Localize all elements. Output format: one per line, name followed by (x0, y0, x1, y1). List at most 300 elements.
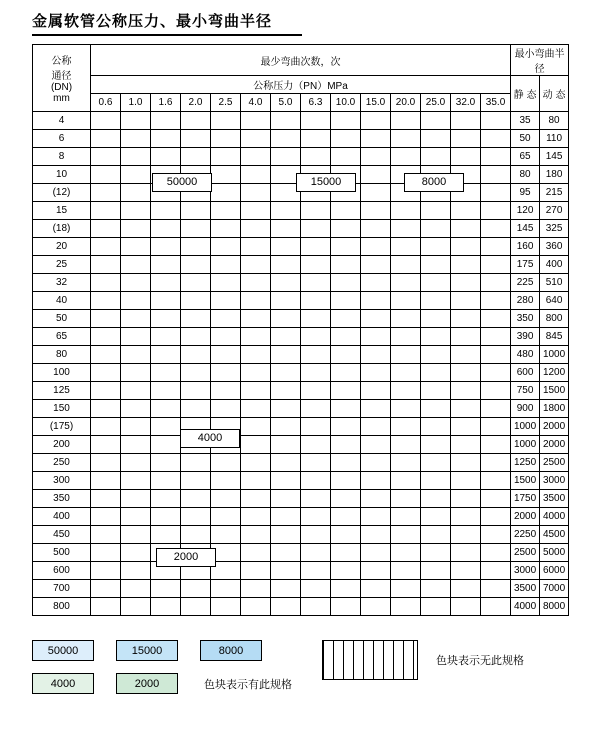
matrix-cell (391, 382, 421, 400)
matrix-cell (391, 580, 421, 598)
dynamic-radius-value: 8000 (540, 598, 569, 616)
matrix-cell (451, 364, 481, 382)
matrix-cell (301, 220, 331, 238)
legend-chip-8000: 8000 (200, 640, 262, 661)
matrix-cell (241, 130, 271, 148)
matrix-cell (121, 220, 151, 238)
matrix-cell (361, 274, 391, 292)
matrix-cell (481, 148, 511, 166)
matrix-cell (301, 292, 331, 310)
matrix-cell (451, 238, 481, 256)
matrix-cell (361, 346, 391, 364)
matrix-cell (151, 400, 181, 418)
matrix-cell (331, 220, 361, 238)
dn-header-line-1: 公称 (51, 56, 72, 67)
matrix-cell (391, 148, 421, 166)
matrix-cell (151, 310, 181, 328)
matrix-cell (481, 382, 511, 400)
matrix-cell (151, 328, 181, 346)
matrix-cell (271, 490, 301, 508)
matrix-cell (121, 328, 151, 346)
matrix-cell (121, 454, 151, 472)
matrix-cell (91, 436, 121, 454)
matrix-cell (481, 454, 511, 472)
matrix-cell (91, 202, 121, 220)
matrix-cell (391, 346, 421, 364)
matrix-cell (361, 166, 391, 184)
dn-header-line-2: 通径 (51, 71, 72, 82)
matrix-cell (151, 148, 181, 166)
table-head (33, 45, 569, 112)
matrix-cell (91, 490, 121, 508)
matrix-cell (421, 490, 451, 508)
matrix-cell (481, 562, 511, 580)
table-row (33, 400, 569, 418)
matrix-cell (121, 436, 151, 454)
pressure-col-header: 0.6 (91, 94, 121, 112)
table-row (33, 220, 569, 238)
matrix-cell (331, 562, 361, 580)
matrix-cell (271, 274, 301, 292)
matrix-cell (91, 292, 121, 310)
matrix-cell (421, 292, 451, 310)
matrix-cell (421, 220, 451, 238)
matrix-cell (91, 112, 121, 130)
matrix-cell (421, 526, 451, 544)
matrix-cell (301, 544, 331, 562)
matrix-cell (271, 292, 301, 310)
matrix-cell (391, 274, 421, 292)
matrix-cell (241, 562, 271, 580)
matrix-cell (361, 364, 391, 382)
matrix-cell (301, 202, 331, 220)
matrix-cell (331, 310, 361, 328)
matrix-cell (481, 328, 511, 346)
matrix-cell (331, 130, 361, 148)
matrix-cell (301, 346, 331, 364)
header-row-2 (33, 76, 569, 94)
matrix-cell (121, 130, 151, 148)
matrix-cell (331, 526, 361, 544)
dn-value: 20 (33, 238, 91, 256)
matrix-cell (211, 292, 241, 310)
matrix-cell (241, 166, 271, 184)
dynamic-radius-value: 1200 (540, 364, 569, 382)
pressure-col-header: 10.0 (331, 94, 361, 112)
matrix-cell (151, 580, 181, 598)
matrix-cell (181, 508, 211, 526)
dynamic-radius-value: 4500 (540, 526, 569, 544)
dynamic-radius-value: 270 (540, 202, 569, 220)
dn-value: 25 (33, 256, 91, 274)
matrix-cell (91, 580, 121, 598)
dynamic-radius-value: 360 (540, 238, 569, 256)
matrix-cell (121, 346, 151, 364)
matrix-cell (361, 454, 391, 472)
matrix-cell (181, 526, 211, 544)
dn-header-line-4: mm (53, 93, 70, 104)
table-row (33, 328, 569, 346)
static-radius-value: 145 (511, 220, 540, 238)
matrix-cell (241, 508, 271, 526)
matrix-cell (121, 166, 151, 184)
matrix-cell (271, 400, 301, 418)
matrix-cell (241, 454, 271, 472)
dynamic-radius-value: 2500 (540, 454, 569, 472)
table-row (33, 490, 569, 508)
matrix-cell (151, 220, 181, 238)
matrix-cell (241, 364, 271, 382)
matrix-cell (91, 256, 121, 274)
matrix-cell (391, 418, 421, 436)
matrix-cell (121, 310, 151, 328)
matrix-cell (241, 202, 271, 220)
matrix-cell (481, 364, 511, 382)
matrix-cell (391, 292, 421, 310)
matrix-cell (121, 562, 151, 580)
matrix-cell (451, 436, 481, 454)
matrix-cell (121, 490, 151, 508)
matrix-cell (181, 112, 211, 130)
matrix-cell (91, 418, 121, 436)
matrix-cell (421, 562, 451, 580)
dynamic-radius-value: 2000 (540, 418, 569, 436)
matrix-cell (181, 346, 211, 364)
static-radius-value: 175 (511, 256, 540, 274)
pressure-col-header: 1.0 (121, 94, 151, 112)
matrix-cell (451, 328, 481, 346)
matrix-cell (241, 292, 271, 310)
matrix-cell (211, 256, 241, 274)
table-row (33, 112, 569, 130)
matrix-cell (451, 292, 481, 310)
dn-value: 4 (33, 112, 91, 130)
static-radius-value: 350 (511, 310, 540, 328)
matrix-cell (451, 256, 481, 274)
matrix-cell (481, 166, 511, 184)
matrix-cell (361, 202, 391, 220)
matrix-cell (151, 364, 181, 382)
static-radius-value: 35 (511, 112, 540, 130)
matrix-value-label: 4000 (180, 429, 240, 448)
legend-chip-2000: 2000 (116, 673, 178, 694)
matrix-cell (271, 454, 301, 472)
matrix-cell (211, 310, 241, 328)
static-radius-value: 50 (511, 130, 540, 148)
dynamic-radius-value: 640 (540, 292, 569, 310)
table-row (33, 580, 569, 598)
dynamic-radius-value: 6000 (540, 562, 569, 580)
static-radius-value: 2500 (511, 544, 540, 562)
matrix-cell (181, 292, 211, 310)
matrix-cell (301, 148, 331, 166)
matrix-cell (151, 454, 181, 472)
matrix-cell (271, 418, 301, 436)
matrix-cell (91, 544, 121, 562)
matrix-cell (121, 364, 151, 382)
matrix-cell (481, 184, 511, 202)
matrix-cell (421, 274, 451, 292)
matrix-cell (211, 274, 241, 292)
matrix-cell (451, 598, 481, 616)
matrix-cell (481, 508, 511, 526)
dynamic-radius-value: 400 (540, 256, 569, 274)
header-row-3 (33, 94, 569, 112)
header-row-1 (33, 45, 569, 76)
matrix-cell (211, 166, 241, 184)
static-radius-value: 2250 (511, 526, 540, 544)
matrix-cell (451, 346, 481, 364)
matrix-cell (391, 454, 421, 472)
matrix-value-label: 50000 (152, 173, 212, 192)
dynamic-radius-value: 110 (540, 130, 569, 148)
matrix-cell (241, 418, 271, 436)
legend-note-color: 色块表示有此规格 (204, 678, 292, 691)
matrix-cell (241, 436, 271, 454)
pressure-col-header: 6.3 (301, 94, 331, 112)
legend (32, 640, 568, 706)
matrix-cell (481, 202, 511, 220)
table-row (33, 544, 569, 562)
table-row (33, 472, 569, 490)
matrix-cell (181, 274, 211, 292)
static-radius-value: 4000 (511, 598, 540, 616)
pressure-col-header: 35.0 (481, 94, 511, 112)
matrix-cell (151, 346, 181, 364)
legend-chip-4000: 4000 (32, 673, 94, 694)
matrix-cell (271, 526, 301, 544)
matrix-cell (331, 436, 361, 454)
matrix-cell (151, 490, 181, 508)
matrix-cell (481, 544, 511, 562)
matrix-cell (121, 292, 151, 310)
static-radius-value: 280 (511, 292, 540, 310)
matrix-cell (391, 526, 421, 544)
matrix-cell (361, 292, 391, 310)
matrix-cell (481, 436, 511, 454)
matrix-cell (421, 238, 451, 256)
table-row (33, 454, 569, 472)
matrix-cell (271, 598, 301, 616)
matrix-cell (151, 112, 181, 130)
matrix-cell (451, 526, 481, 544)
matrix-cell (181, 130, 211, 148)
matrix-cell (481, 472, 511, 490)
matrix-cell (241, 526, 271, 544)
dn-header-line-3: (DN) (50, 82, 73, 93)
matrix-cell (121, 580, 151, 598)
matrix-cell (391, 364, 421, 382)
matrix-cell (331, 598, 361, 616)
spec-table-wrapper (32, 44, 568, 616)
matrix-cell (91, 364, 121, 382)
matrix-cell (121, 112, 151, 130)
table-row (33, 256, 569, 274)
table-row (33, 292, 569, 310)
matrix-cell (181, 238, 211, 256)
page-title: 金属软管公称压力、最小弯曲半径 (32, 12, 273, 30)
matrix-cell (451, 454, 481, 472)
matrix-cell (481, 580, 511, 598)
matrix-cell (331, 112, 361, 130)
matrix-cell (331, 400, 361, 418)
matrix-cell (301, 364, 331, 382)
dynamic-radius-value: 1500 (540, 382, 569, 400)
matrix-cell (121, 508, 151, 526)
matrix-cell (421, 328, 451, 346)
matrix-cell (151, 274, 181, 292)
dn-value: 250 (33, 454, 91, 472)
matrix-cell (271, 436, 301, 454)
pressure-col-header: 1.6 (151, 94, 181, 112)
matrix-cell (211, 184, 241, 202)
static-radius-value: 1000 (511, 436, 540, 454)
matrix-cell (301, 436, 331, 454)
matrix-cell (421, 346, 451, 364)
matrix-cell (211, 580, 241, 598)
matrix-cell (211, 148, 241, 166)
matrix-value-label: 8000 (404, 173, 464, 192)
matrix-cell (391, 238, 421, 256)
matrix-cell (271, 238, 301, 256)
matrix-cell (271, 112, 301, 130)
matrix-cell (211, 490, 241, 508)
matrix-cell (211, 238, 241, 256)
matrix-cell (481, 526, 511, 544)
matrix-cell (181, 148, 211, 166)
matrix-cell (121, 526, 151, 544)
static-radius-value: 390 (511, 328, 540, 346)
matrix-cell (271, 580, 301, 598)
pressure-col-header: 2.0 (181, 94, 211, 112)
matrix-cell (271, 364, 301, 382)
matrix-cell (91, 508, 121, 526)
matrix-cell (301, 454, 331, 472)
matrix-cell (211, 220, 241, 238)
matrix-cell (331, 256, 361, 274)
static-radius-value: 120 (511, 202, 540, 220)
matrix-cell (271, 202, 301, 220)
table-row (33, 418, 569, 436)
matrix-cell (451, 562, 481, 580)
matrix-cell (181, 328, 211, 346)
matrix-cell (421, 112, 451, 130)
table-row (33, 346, 569, 364)
matrix-cell (151, 202, 181, 220)
matrix-cell (151, 130, 181, 148)
matrix-cell (391, 328, 421, 346)
matrix-cell (241, 148, 271, 166)
static-radius-value: 600 (511, 364, 540, 382)
matrix-cell (91, 346, 121, 364)
matrix-cell (121, 238, 151, 256)
dynamic-radius-value: 80 (540, 112, 569, 130)
table-row (33, 148, 569, 166)
matrix-cell (271, 562, 301, 580)
matrix-cell (331, 454, 361, 472)
matrix-cell (271, 472, 301, 490)
matrix-cell (421, 580, 451, 598)
matrix-cell (121, 274, 151, 292)
static-radius-value: 480 (511, 346, 540, 364)
dn-value: 15 (33, 202, 91, 220)
dynamic-radius-value: 3500 (540, 490, 569, 508)
dynamic-radius-value: 4000 (540, 508, 569, 526)
matrix-cell (121, 202, 151, 220)
matrix-cell (361, 130, 391, 148)
dn-value: 80 (33, 346, 91, 364)
dn-value: 32 (33, 274, 91, 292)
matrix-cell (91, 274, 121, 292)
matrix-cell (451, 382, 481, 400)
dn-value: 50 (33, 310, 91, 328)
matrix-cell (481, 112, 511, 130)
table-row (33, 598, 569, 616)
matrix-cell (181, 580, 211, 598)
matrix-cell (121, 256, 151, 274)
matrix-cell (331, 202, 361, 220)
dn-value: 8 (33, 148, 91, 166)
dynamic-radius-value: 325 (540, 220, 569, 238)
matrix-cell (391, 112, 421, 130)
pressure-col-header: 20.0 (391, 94, 421, 112)
pressure-col-header: 2.5 (211, 94, 241, 112)
dn-value: 6 (33, 130, 91, 148)
static-radius-value: 2000 (511, 508, 540, 526)
matrix-cell (211, 454, 241, 472)
legend-note-hatch: 色块表示无此规格 (436, 655, 524, 667)
table-row (33, 274, 569, 292)
matrix-cell (211, 202, 241, 220)
matrix-cell (271, 256, 301, 274)
matrix-cell (151, 418, 181, 436)
matrix-cell (301, 310, 331, 328)
legend-chip-50000: 50000 (32, 640, 94, 661)
matrix-cell (391, 310, 421, 328)
matrix-cell (301, 274, 331, 292)
matrix-cell (421, 544, 451, 562)
matrix-cell (271, 382, 301, 400)
dn-value: (18) (33, 220, 91, 238)
matrix-cell (361, 544, 391, 562)
matrix-cell (451, 490, 481, 508)
dn-value: 10 (33, 166, 91, 184)
matrix-cell (121, 598, 151, 616)
matrix-cell (391, 202, 421, 220)
matrix-cell (301, 580, 331, 598)
static-radius-value: 160 (511, 238, 540, 256)
matrix-cell (361, 472, 391, 490)
matrix-cell (331, 508, 361, 526)
legend-chip-15000: 15000 (116, 640, 178, 661)
matrix-cell (301, 130, 331, 148)
matrix-cell (121, 544, 151, 562)
matrix-cell (421, 364, 451, 382)
matrix-cell (151, 526, 181, 544)
matrix-cell (301, 526, 331, 544)
matrix-cell (361, 580, 391, 598)
matrix-cell (331, 148, 361, 166)
pressure-col-header: 25.0 (421, 94, 451, 112)
matrix-cell (451, 508, 481, 526)
matrix-cell (91, 310, 121, 328)
static-radius-value: 900 (511, 400, 540, 418)
static-radius-value: 225 (511, 274, 540, 292)
dynamic-radius-value: 145 (540, 148, 569, 166)
static-radius-value: 80 (511, 166, 540, 184)
matrix-cell (481, 400, 511, 418)
matrix-cell (271, 310, 301, 328)
